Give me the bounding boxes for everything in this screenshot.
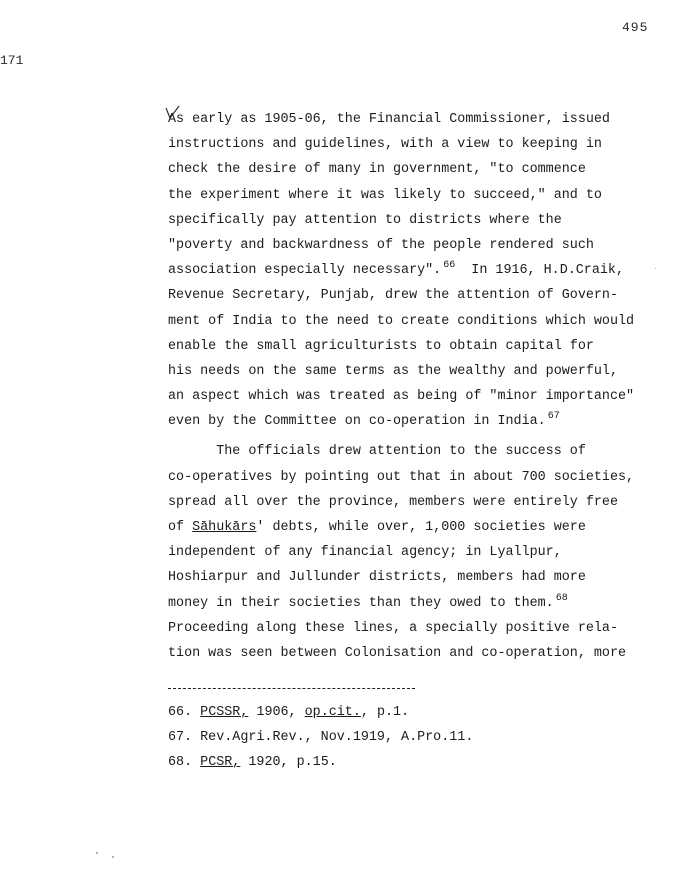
text-line: an aspect which was treated as being of "minor importance" bbox=[168, 389, 635, 405]
text-line: ment of India to the need to create conditions which would bbox=[168, 313, 635, 329]
scan-speck bbox=[655, 268, 656, 269]
line-text: of bbox=[168, 520, 193, 535]
footnotes bbox=[168, 700, 668, 775]
text-line: co-operatives by pointing out that in about 700 societies, bbox=[168, 469, 635, 485]
footnote-ref-67: 67 bbox=[547, 411, 560, 423]
scan-speck bbox=[112, 856, 114, 858]
margin-number: 171 bbox=[0, 53, 24, 68]
line-text: even by the Committee on co-operation in India. bbox=[168, 414, 546, 430]
text-line bbox=[168, 258, 688, 283]
page-number: 495 bbox=[622, 20, 649, 35]
text-line: check the desire of many in government, "to commence bbox=[168, 162, 586, 178]
footnote-source: PCSSR, bbox=[200, 705, 249, 720]
text-line: enable the small agriculturists to obtain capital for bbox=[168, 338, 594, 354]
body-text bbox=[168, 107, 688, 666]
footnote-source: PCSR, bbox=[200, 755, 241, 770]
footnote-text: , p.1. bbox=[360, 705, 410, 720]
footnote-66 bbox=[168, 700, 668, 725]
footnote-68 bbox=[168, 750, 668, 775]
text-line bbox=[168, 591, 688, 616]
footnote-number: 68. bbox=[168, 755, 201, 770]
paragraph-2 bbox=[168, 439, 688, 666]
line-text: association especially necessary". bbox=[168, 263, 442, 279]
text-line: The officials drew attention to the success of bbox=[168, 444, 586, 460]
footnote-divider bbox=[168, 688, 415, 689]
text-line: tion was seen between Colonisation and co-operation, more bbox=[168, 645, 627, 661]
paragraph-1 bbox=[168, 107, 688, 434]
footnote-ref-68: 68 bbox=[555, 592, 568, 604]
underlined-term: Sāhukārs bbox=[192, 520, 257, 535]
text-line: spread all over the province, members were entirely free bbox=[168, 494, 618, 510]
footnote-text: 1906, bbox=[248, 705, 305, 720]
text-line bbox=[168, 515, 688, 540]
text-line: Hoshiarpur and Jullunder districts, members had more bbox=[168, 570, 586, 586]
text-line: independent of any financial agency; in Lyallpur, bbox=[168, 545, 562, 561]
scan-speck bbox=[96, 852, 98, 854]
text-line bbox=[168, 409, 688, 434]
text-line: As early as 1905-06, the Financial Commissioner, issued bbox=[168, 112, 610, 127]
text-line: "poverty and backwardness of the people rendered such bbox=[168, 237, 594, 253]
footnote-citation: op.cit. bbox=[304, 705, 361, 720]
line-text: ' debts, while over, 1,000 societies were bbox=[256, 520, 586, 535]
line-text: In 1916, H.D.Craik, bbox=[455, 263, 624, 279]
footnote-text: 1920, p.15. bbox=[240, 755, 337, 770]
text-line: instructions and guidelines, with a view to keeping in bbox=[168, 137, 602, 153]
footnote-ref-66: 66 bbox=[443, 260, 456, 272]
line-text: money in their societies than they owed to them. bbox=[168, 595, 554, 611]
text-line: Proceeding along these lines, a specially positive rela- bbox=[168, 620, 618, 636]
text-line: specifically pay attention to districts where the bbox=[168, 212, 562, 228]
text-line: the experiment where it was likely to succeed," and to bbox=[168, 187, 602, 203]
footnote-67: 67. Rev.Agri.Rev., Nov.1919, A.Pro.11. bbox=[168, 730, 474, 745]
text-line: his needs on the same terms as the wealthy and powerful, bbox=[168, 363, 618, 379]
text-line: Revenue Secretary, Punjab, drew the attention of Govern- bbox=[168, 288, 618, 304]
footnote-number: 66. bbox=[168, 705, 201, 720]
